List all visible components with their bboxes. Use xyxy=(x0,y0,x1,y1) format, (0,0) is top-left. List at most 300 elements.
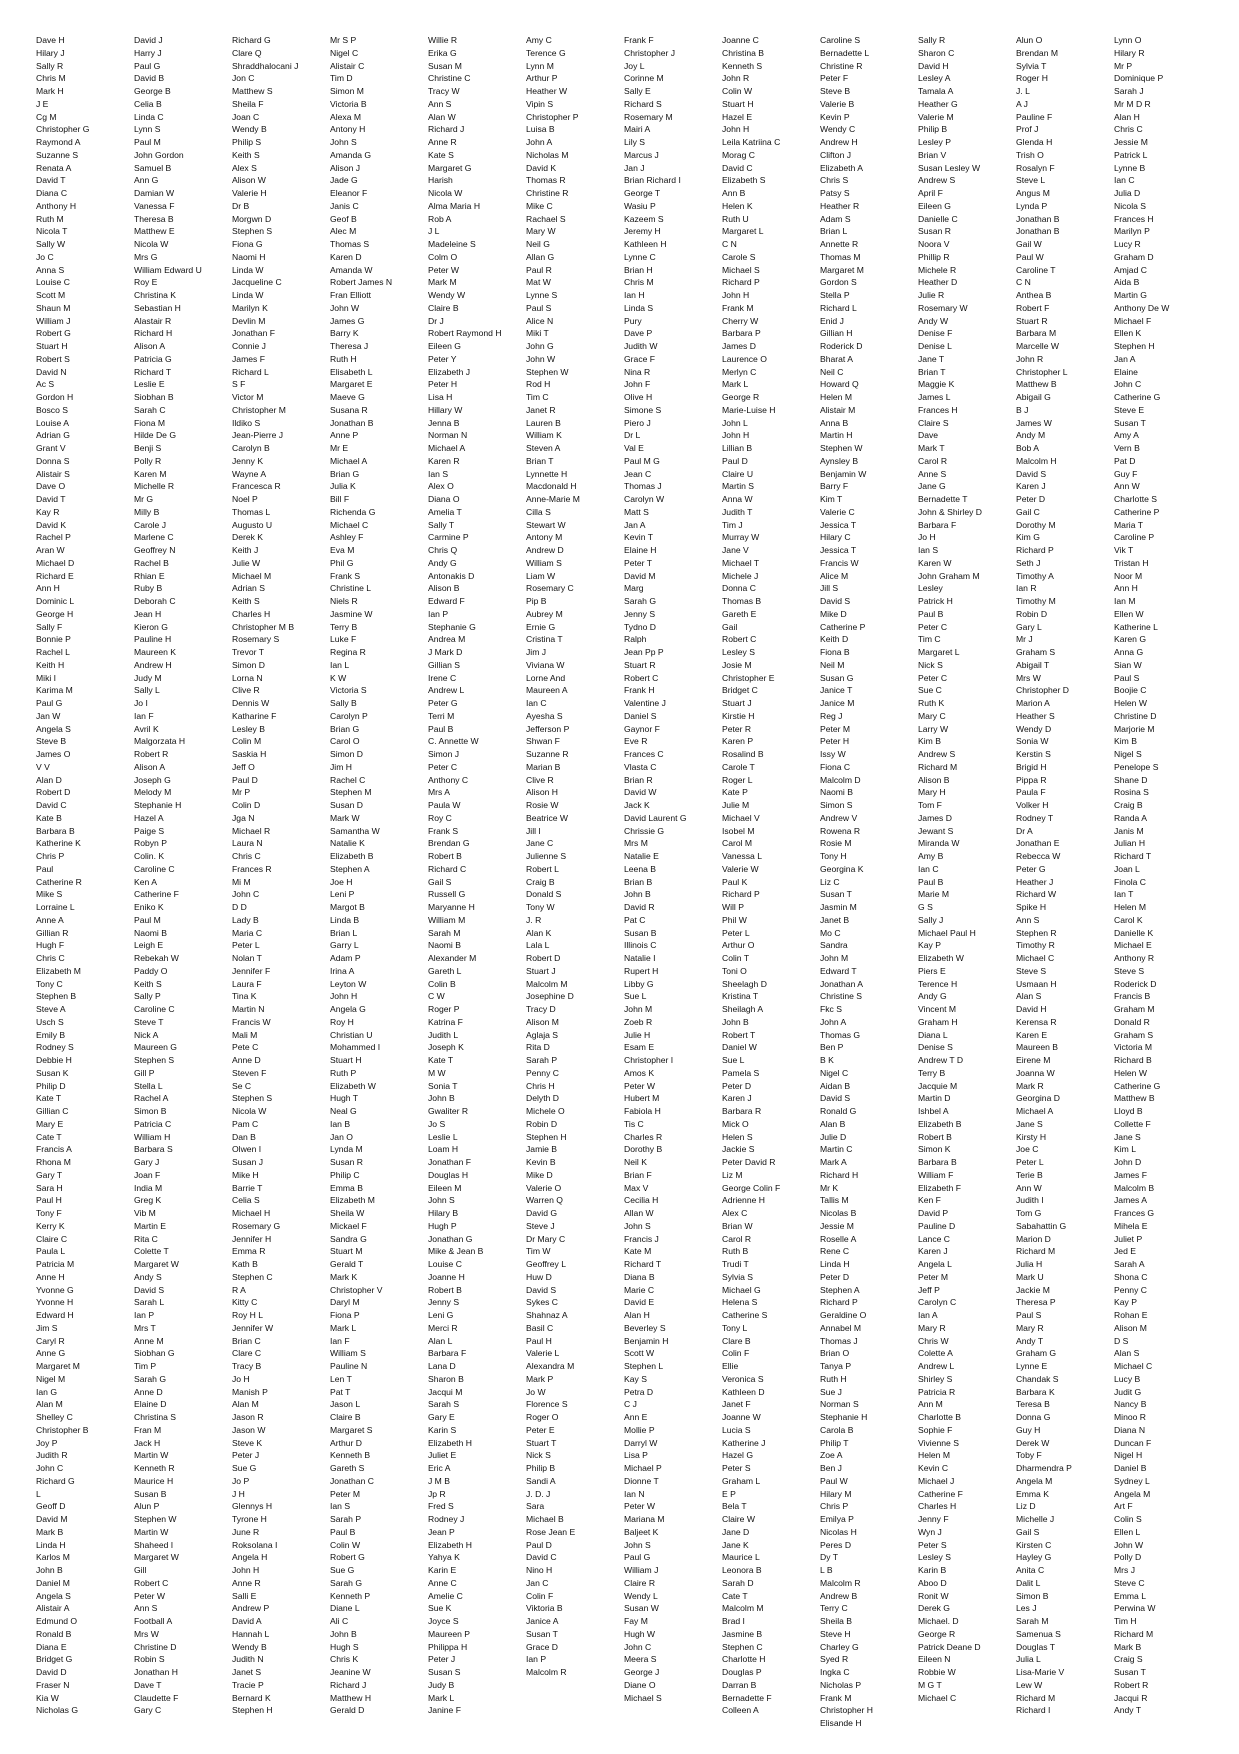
name-entry: Jennifer H xyxy=(232,1233,272,1244)
name-entry: Jane S xyxy=(1016,1118,1043,1129)
name-entry: Shane D xyxy=(1114,774,1148,785)
name-entry: Alan W xyxy=(428,111,456,122)
name-entry: Amanda W xyxy=(330,264,373,275)
name-entry: R A xyxy=(232,1284,246,1295)
name-entry: Jason R xyxy=(232,1412,264,1422)
name-entry: Art F xyxy=(1114,1501,1133,1512)
name-entry: Ann G xyxy=(134,175,159,186)
name-entry: Ann H xyxy=(36,583,60,594)
name-entry: Carole T xyxy=(722,761,755,772)
name-entry: Paige S xyxy=(134,825,165,836)
name-entry: Vipin S xyxy=(526,98,554,109)
name-entry: Tony L xyxy=(722,1322,748,1333)
name-entry: Valerie H xyxy=(232,188,267,198)
name-entry: Maureen B xyxy=(1016,1042,1059,1053)
name-entry: Peter T xyxy=(624,557,653,568)
name-entry: Daniel S xyxy=(624,710,657,721)
name-entry: Steve E xyxy=(1114,404,1145,415)
name-entry: John & Shirley D xyxy=(918,506,983,517)
name-entry: Michele O xyxy=(526,1106,565,1116)
name-entry: Malgorzata H xyxy=(134,736,186,747)
name-entry: Polly D xyxy=(1114,1552,1142,1563)
name-entry: Katherine L xyxy=(1114,621,1158,632)
name-entry: Sharon C xyxy=(918,47,955,58)
name-entry: Joanne C xyxy=(722,35,759,45)
name-entry: Ali C xyxy=(330,1616,349,1626)
name-entry: William S xyxy=(330,1348,366,1359)
name-entry: Benji S xyxy=(134,443,162,453)
name-entry: Geof B xyxy=(330,213,357,224)
name-entry: Juliet P xyxy=(1114,1233,1143,1244)
name-entry: Catherine R xyxy=(36,876,82,887)
name-entry: Colin. K xyxy=(134,851,165,861)
name-entry: Jo P xyxy=(232,1475,250,1486)
name-entry: Bharat A xyxy=(820,353,853,364)
name-entry: Judy M xyxy=(134,672,162,683)
name-entry: Kenneth S xyxy=(722,60,763,71)
name-entry: Jefferson P xyxy=(526,723,570,734)
name-entry: Bosco S xyxy=(36,404,69,415)
name-entry: Kim B xyxy=(1114,736,1137,747)
name-entry: Graham S xyxy=(1016,647,1056,657)
name-entry: Peter W xyxy=(624,1080,656,1091)
name-entry: Peter L xyxy=(1016,1157,1044,1167)
name-entry: Emilya P xyxy=(820,1514,854,1524)
name-entry: Stephanie H xyxy=(820,1412,868,1422)
name-entry: Diana L xyxy=(918,1029,948,1040)
name-entry: Seth J xyxy=(1016,557,1041,568)
name-entry: Judy B xyxy=(428,1679,455,1690)
name-entry: Caroline C xyxy=(134,1004,175,1014)
name-entry: Jonathan G xyxy=(428,1233,473,1244)
name-entry: Helen M xyxy=(918,1450,950,1461)
name-entry: Mrs A xyxy=(428,787,450,798)
name-entry: Rod H xyxy=(526,379,551,390)
name-entry: Harry J xyxy=(134,47,162,58)
name-entry: Jenny S xyxy=(428,1297,460,1308)
name-entry: David N xyxy=(36,366,67,377)
name-entry: Leni G xyxy=(428,1310,454,1320)
name-entry: Gary L xyxy=(1016,621,1042,632)
name-entry: Sally R xyxy=(36,60,64,71)
name-entry: Pauline D xyxy=(918,1220,956,1231)
name-entry: C. Annette W xyxy=(428,736,479,747)
name-entry: Stephen S xyxy=(232,1093,273,1104)
name-entry: Gail S xyxy=(1016,1526,1040,1537)
name-entry: Ronit W xyxy=(918,1590,949,1601)
name-entry: Gary T xyxy=(36,1169,63,1180)
name-entry: Keith S xyxy=(232,149,260,160)
name-entry: Steve L xyxy=(1016,175,1046,186)
name-entry: Susan K xyxy=(36,1067,69,1078)
name-entry: Karen R xyxy=(428,455,460,466)
name-entry: Yahya K xyxy=(428,1552,460,1563)
name-entry: John M xyxy=(624,1004,653,1014)
name-entry: Helena S xyxy=(722,1297,758,1308)
name-entry: Pete C xyxy=(232,1042,259,1053)
name-entry: Janice A xyxy=(526,1616,559,1626)
name-entry: Kim T xyxy=(820,494,843,504)
name-entry: Richenda G xyxy=(330,506,376,517)
name-entry: Hilary C xyxy=(820,532,851,543)
name-entry: Chris P xyxy=(36,851,65,861)
name-entry: Basil C xyxy=(526,1322,554,1333)
name-entry: Fred S xyxy=(428,1501,454,1512)
name-entry: Hazel G xyxy=(722,1450,754,1461)
name-entry: Lesley S xyxy=(918,1552,951,1563)
name-entry: Lynne B xyxy=(1114,162,1146,173)
name-entry: Sebastian H xyxy=(134,302,181,313)
name-entry: Jonathan B xyxy=(1016,226,1060,237)
name-entry: C N xyxy=(1016,277,1031,288)
name-entry: Anne R xyxy=(232,1577,261,1588)
name-entry: Lady B xyxy=(232,914,259,925)
name-entry: Keith H xyxy=(36,659,65,670)
name-entry: Robert B xyxy=(428,1284,462,1295)
name-entry: Robyn P xyxy=(134,838,167,849)
name-entry: Peter D xyxy=(722,1080,752,1091)
name-column xyxy=(36,34,134,1717)
name-entry: Paul S xyxy=(1016,1310,1042,1320)
name-entry: Ann W xyxy=(1016,1182,1042,1193)
name-entry: Tracy D xyxy=(526,1004,556,1014)
name-entry: Andy T xyxy=(1016,1335,1044,1346)
name-entry: Paul R xyxy=(526,264,552,275)
name-entry: C J xyxy=(624,1399,637,1410)
name-entry: Paul W xyxy=(1016,251,1044,262)
name-entry: George R xyxy=(918,1628,956,1639)
name-entry: Mark A xyxy=(820,1157,847,1167)
name-entry: Malcolm B xyxy=(1114,1182,1155,1193)
name-entry: John S xyxy=(624,1220,651,1231)
name-entry: Derek W xyxy=(1016,1437,1050,1448)
name-entry: Aboo D xyxy=(918,1577,947,1588)
name-entry: Alison H xyxy=(526,787,558,798)
name-entry: Celia S xyxy=(232,1195,260,1206)
name-entry: Tim D xyxy=(330,73,353,84)
name-entry: Stephen C xyxy=(722,1641,763,1652)
name-entry: Tristan H xyxy=(1114,557,1149,568)
name-entry: Mark B xyxy=(1114,1641,1142,1652)
name-entry: Philip B xyxy=(918,124,948,135)
name-entry: Thomas L xyxy=(232,506,271,517)
name-entry: Ian F xyxy=(134,710,154,721)
name-entry: Carol O xyxy=(330,736,360,747)
name-entry: Clare B xyxy=(722,1335,751,1346)
name-entry: Noor M xyxy=(1114,570,1143,581)
name-entry: Brian B xyxy=(624,876,653,887)
name-entry: Ian C xyxy=(1114,175,1135,186)
name-entry: Susan R xyxy=(330,1157,363,1167)
name-entry: Jason W xyxy=(232,1424,266,1435)
name-entry: Sarah G xyxy=(330,1577,363,1588)
name-entry: Anne H xyxy=(36,1271,65,1282)
name-entry: James A xyxy=(1114,1195,1147,1206)
name-entry: Sarah A xyxy=(1114,1259,1145,1269)
name-entry: Marilyn K xyxy=(232,302,268,313)
name-entry: Hugh F xyxy=(36,940,65,951)
name-entry: Richard J xyxy=(428,124,465,135)
name-entry: Pat D xyxy=(1114,455,1136,466)
name-entry: Patricia G xyxy=(134,353,172,364)
name-entry: Saskia H xyxy=(232,749,267,759)
name-entry: Mairi A xyxy=(624,124,651,135)
name-entry: J H xyxy=(232,1488,245,1499)
name-entry: Ann H xyxy=(1114,583,1138,594)
name-entry: Rupert H xyxy=(624,965,659,976)
name-entry: Naomi B xyxy=(820,787,853,798)
name-entry: Lloyd B xyxy=(1114,1106,1143,1116)
name-entry: Juliet E xyxy=(428,1450,457,1461)
name-entry: Susan T xyxy=(526,1628,558,1639)
name-entry: Dalit L xyxy=(1016,1577,1041,1588)
name-entry: Susan Lesley W xyxy=(918,162,981,173)
name-entry: Helen W xyxy=(1114,698,1147,708)
name-entry: Peter J xyxy=(232,1450,260,1461)
name-entry: J. L xyxy=(1016,86,1030,96)
name-entry: Lorna N xyxy=(232,672,263,683)
name-entry: Martin D xyxy=(918,1093,951,1104)
name-entry: David S xyxy=(820,596,851,606)
name-entry: Maryanne H xyxy=(428,902,475,912)
name-entry: Chris W xyxy=(918,1335,949,1346)
name-entry: Fran Elliott xyxy=(330,290,372,300)
name-entry: Andrew H xyxy=(134,659,172,670)
name-entry: Wendy W xyxy=(428,290,466,300)
name-entry: Cherry W xyxy=(722,315,759,326)
name-entry: Viktoria B xyxy=(526,1603,563,1614)
name-entry: Rachel A xyxy=(134,1093,169,1104)
name-entry: Daryl M xyxy=(330,1297,360,1308)
name-entry: Lucy R xyxy=(1114,239,1141,249)
name-entry: Shwan F xyxy=(526,736,560,747)
name-entry: Janice M xyxy=(820,698,855,708)
name-entry: Vanessa F xyxy=(134,200,175,211)
name-entry: Luke F xyxy=(330,634,357,645)
name-entry: Carole J xyxy=(134,519,166,530)
name-entry: Claire B xyxy=(330,1412,361,1422)
name-entry: George T xyxy=(624,188,661,198)
name-entry: Angus M xyxy=(1016,188,1050,198)
name-entry: Robert Raymond H xyxy=(428,328,502,339)
name-entry: Graham D xyxy=(1114,251,1154,262)
name-entry: Mrs M xyxy=(624,838,648,849)
name-entry: Stephen M xyxy=(330,787,372,798)
name-entry: Mariana M xyxy=(624,1514,665,1524)
name-entry: Steven F xyxy=(232,1067,267,1078)
name-entry: Roger O xyxy=(526,1412,559,1422)
name-entry: Diana E xyxy=(36,1641,67,1652)
name-entry: Frances H xyxy=(1114,213,1154,224)
name-entry: Paula W xyxy=(428,800,461,810)
name-entry: Jewant S xyxy=(918,825,954,836)
name-entry: Vanessa L xyxy=(722,851,762,861)
name-entry: Luisa B xyxy=(526,124,555,135)
name-entry: Christopher B xyxy=(36,1424,89,1435)
name-entry: Bernadette F xyxy=(722,1692,772,1703)
name-entry: Leila Katriina C xyxy=(722,137,781,147)
name-entry: Meera S xyxy=(624,1654,657,1665)
name-entry: Charles H xyxy=(232,608,271,619)
name-entry: Emma B xyxy=(330,1182,363,1193)
name-entry: Usch S xyxy=(36,1016,64,1027)
name-entry: Ian S xyxy=(918,545,939,555)
name-entry: Perwina W xyxy=(1114,1603,1156,1614)
name-entry: Hazel A xyxy=(134,812,164,823)
name-entry: Christine D xyxy=(134,1641,177,1652)
name-entry: Katherine J xyxy=(722,1437,766,1448)
name-entry: John H xyxy=(722,430,750,441)
name-entry: Mali M xyxy=(232,1029,258,1040)
name-entry: Alistair A xyxy=(36,1603,70,1614)
name-entry: Alistair M xyxy=(820,404,856,415)
name-entry: Wendy B xyxy=(232,124,267,135)
name-entry: Christina K xyxy=(134,290,177,300)
name-entry: Adrienne H xyxy=(722,1195,765,1206)
name-column xyxy=(624,34,722,1704)
name-entry: Craig B xyxy=(526,876,555,887)
name-entry: Richard B xyxy=(1114,1055,1152,1065)
name-entry: Georgina D xyxy=(1016,1093,1060,1104)
name-entry: Dominique P xyxy=(1114,73,1164,84)
name-entry: Leslie L xyxy=(428,1131,458,1142)
name-entry: David C xyxy=(526,1552,557,1563)
name-entry: Jasmine B xyxy=(722,1628,763,1639)
name-entry: Ellie xyxy=(722,1361,739,1371)
name-entry: Brian W xyxy=(722,1220,753,1231)
name-entry: Elizabeth F xyxy=(918,1182,961,1193)
name-entry: Peter R xyxy=(722,723,752,734)
name-entry: Aubrey M xyxy=(526,608,563,619)
name-entry: Frank M xyxy=(722,302,754,313)
name-entry: Richard E xyxy=(36,570,74,581)
name-entry: Richard G xyxy=(36,1475,75,1486)
name-entry: Diane O xyxy=(624,1679,656,1690)
name-entry: Susan T xyxy=(820,889,852,900)
name-entry: Fiona G xyxy=(232,239,263,249)
name-entry: Gail S xyxy=(428,876,452,887)
name-entry: Bob A xyxy=(1016,443,1039,453)
name-entry: George R xyxy=(722,392,760,402)
name-entry: Rosemary C xyxy=(526,583,574,594)
name-entry: Rachel L xyxy=(36,647,70,657)
name-entry: Carolyn B xyxy=(232,443,270,453)
name-entry: Kevin T xyxy=(624,532,653,543)
name-entry: Graham M xyxy=(1114,1004,1155,1014)
name-entry: Brian R xyxy=(624,774,653,785)
name-entry: Paul M G xyxy=(624,455,660,466)
name-entry: Amy C xyxy=(526,35,552,45)
name-entry: Dorothy B xyxy=(624,1144,663,1155)
name-entry: Libby G xyxy=(624,978,654,989)
name-entry: Hilary B xyxy=(428,1208,459,1218)
name-entry: Nicola W xyxy=(428,188,463,198)
name-entry: Christina B xyxy=(722,47,765,58)
name-entry: Diane L xyxy=(330,1603,360,1614)
name-entry: Christopher J xyxy=(624,47,676,58)
name-entry: Michael D xyxy=(36,557,75,568)
name-entry: Margaret M xyxy=(820,264,864,275)
name-entry: Barry F xyxy=(820,481,849,492)
name-entry: Emma L xyxy=(1114,1590,1146,1601)
name-entry: Emily B xyxy=(36,1029,66,1040)
name-entry: Helen M xyxy=(1114,902,1146,912)
name-entry: L xyxy=(36,1488,41,1499)
name-entry: Elisande H xyxy=(820,1718,862,1728)
name-entry: Ken F xyxy=(918,1195,941,1206)
name-entry: Ian H xyxy=(624,290,645,300)
name-entry: Ronald B xyxy=(36,1628,72,1639)
name-entry: Kenneth R xyxy=(134,1463,175,1473)
name-entry: Brian C xyxy=(232,1335,261,1346)
name-entry: Christine S xyxy=(820,991,863,1002)
name-entry: Jacqui M xyxy=(428,1386,463,1397)
name-entry: Daniel M xyxy=(36,1577,70,1588)
name-entry: Lesley S xyxy=(722,647,755,657)
name-column xyxy=(820,34,918,1730)
name-entry: Marion D xyxy=(1016,1233,1051,1244)
name-entry: Chrissie G xyxy=(624,825,665,836)
name-column xyxy=(232,34,330,1717)
name-entry: John M xyxy=(820,953,849,963)
name-entry: Mr E xyxy=(330,443,349,453)
name-entry: Rita C xyxy=(134,1233,158,1244)
name-entry: Sally E xyxy=(624,86,651,96)
name-entry: Nigel S xyxy=(1114,749,1142,759)
name-entry: Michael M xyxy=(232,570,272,581)
name-entry: Christine L xyxy=(330,583,372,594)
name-entry: Stephen H xyxy=(232,1705,273,1716)
name-entry: Lynne C xyxy=(624,251,656,262)
name-entry: Nino H xyxy=(526,1565,553,1575)
name-entry: Brian G xyxy=(330,468,360,479)
name-entry: Richard P xyxy=(1016,545,1054,555)
name-entry: Malcolm R xyxy=(820,1577,861,1588)
name-entry: Sykes C xyxy=(526,1297,558,1308)
name-entry: Jim H xyxy=(330,761,352,772)
name-entry: Sophie F xyxy=(918,1424,953,1435)
name-entry: Eileen G xyxy=(428,341,461,351)
name-entry: Richard M xyxy=(1016,1246,1056,1257)
name-entry: Mrs T xyxy=(134,1322,156,1333)
name-entry: Dave H xyxy=(36,35,65,45)
name-entry: Wendy L xyxy=(624,1590,658,1601)
name-entry: Brendan G xyxy=(428,838,470,849)
name-entry: Peter Y xyxy=(428,353,457,364)
name-entry: Graham G xyxy=(1016,1348,1057,1359)
name-entry: Robert James N xyxy=(330,277,393,288)
name-entry: Pip B xyxy=(526,596,547,606)
name-entry: Nick S xyxy=(526,1450,551,1461)
name-entry: John Gordon xyxy=(134,149,184,160)
name-entry: Glennys H xyxy=(232,1501,273,1512)
name-entry: John L xyxy=(722,417,748,428)
name-entry: Thomas B xyxy=(722,596,762,606)
name-entry: Ian M xyxy=(1114,596,1136,606)
name-entry: Frances R xyxy=(232,863,272,874)
name-entry: Ruth M xyxy=(36,213,64,224)
name-entry: Bill F xyxy=(330,494,350,504)
name-entry: Diana O xyxy=(428,494,460,504)
name-entry: Penny C xyxy=(526,1067,559,1078)
name-entry: K W xyxy=(330,672,347,683)
name-entry: Richard P xyxy=(722,889,760,900)
name-entry: Veronica S xyxy=(722,1373,764,1384)
name-entry: Anna G xyxy=(1114,647,1144,657)
name-entry: Andrew H xyxy=(820,137,858,147)
name-entry: Elizabeth S xyxy=(722,175,766,186)
name-entry: Michael V xyxy=(722,812,760,823)
